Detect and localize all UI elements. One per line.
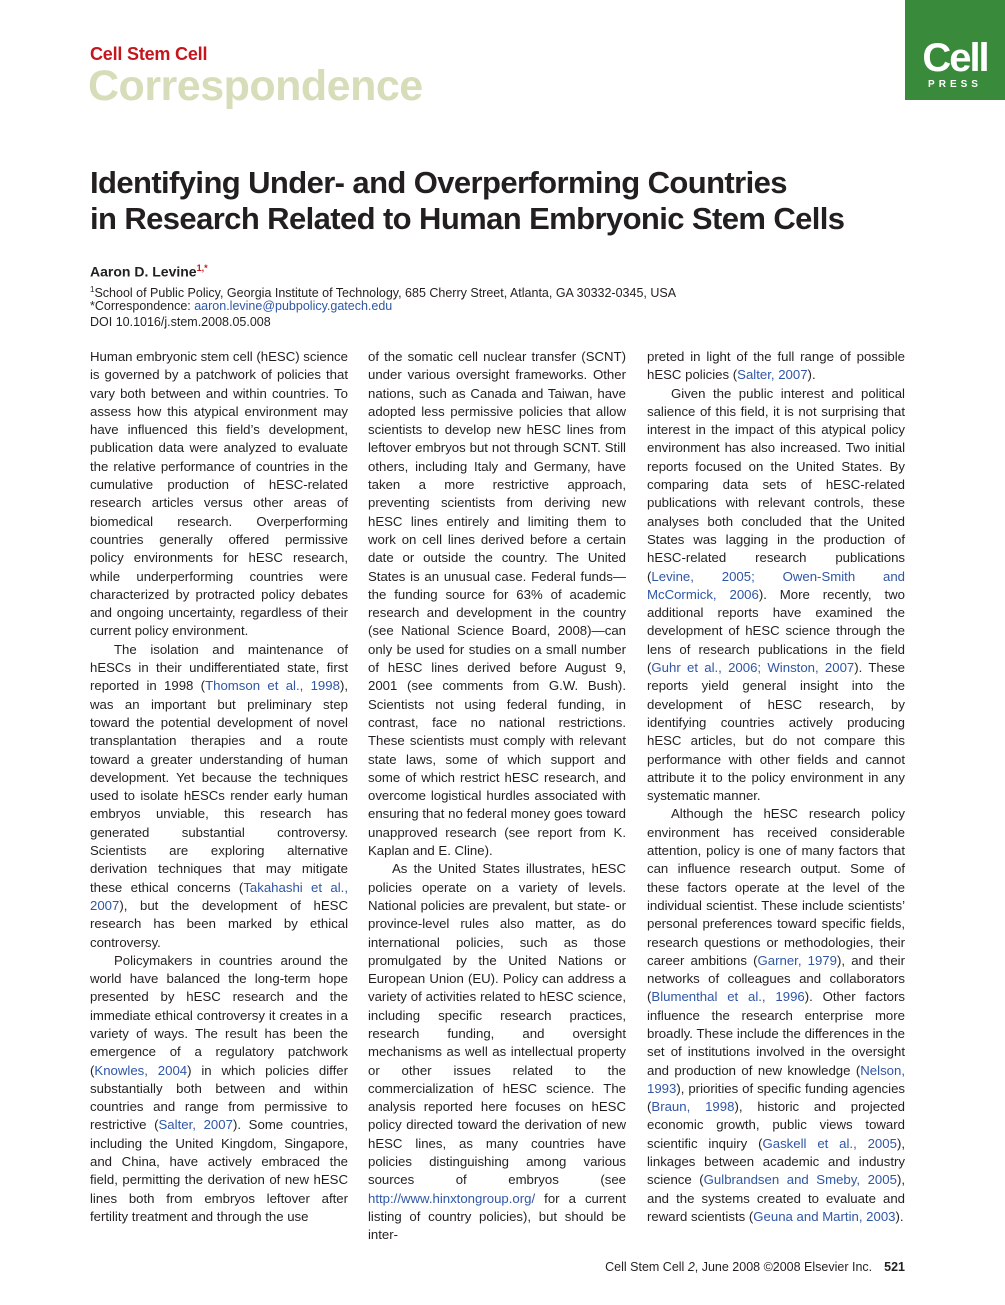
- text-run: The isolation and maintenance of hESCs in their undifferentiated state, first reported in 1998 (: [90, 641, 348, 694]
- ref-link[interactable]: Takahashi et al., 2007: [90, 879, 348, 913]
- correspondence-label: *Correspondence:: [90, 299, 195, 313]
- affiliation-sup: 1: [90, 285, 95, 294]
- ref-link[interactable]: Garner, 1979: [757, 952, 837, 968]
- author-sup: 1,*: [196, 263, 208, 273]
- email-link[interactable]: aaron.levine@pubpolicy.gatech.edu: [194, 299, 393, 313]
- journal-name: Cell Stem Cell: [90, 44, 208, 64]
- text-run: ) in which policies differ substantially both between and within countries and range from permissive to restrictive (: [90, 1062, 348, 1133]
- footer-journal: Cell Stem Cell: [605, 1260, 685, 1274]
- c3-paragraph-1: [647, 348, 905, 385]
- text-run: As the United States illustrates, hESC policies operate on a variety of levels. National policies are prevalent, but state- or province-level rules also matter, as do international policies, such as those promulgated by the United Nations or European Union (EU). Policy can address a variety of activities related to hESC science, including specific research practices, research funding, and oversight mechanisms as well as intellectual property or other issues related to the commercialization of hESC science. The analysis reported here focuses on hESC policy directed toward the derivation of new hESC lines, as many countries have policies distinguishing among various sources of embryos (see: [368, 861, 626, 1188]
- ref-link[interactable]: Thomson et al., 1998: [205, 678, 340, 694]
- ref-link[interactable]: Nelson, 1993: [647, 1062, 905, 1096]
- correspondence: [90, 298, 392, 314]
- text-run: Policymakers in countries around the world have balanced the long-term hope presented by hESC research and the immediate ethical controversy it creates in a variety of ways. The result has been the emergence of a regulatory patchwork (: [90, 952, 348, 1078]
- c3-paragraph-3: [647, 805, 905, 1226]
- logo-press: PRESS: [928, 79, 982, 90]
- title-line-2: in Research Related to Human Embryonic Stem Cells: [90, 201, 845, 236]
- c2-paragraph-2: [368, 860, 626, 1244]
- logo-word: Cell: [922, 36, 988, 80]
- text-run: for a current listing of country policies), but should be inter-: [368, 1190, 626, 1243]
- text-run: ). Some countries, including the United Kingdom, Singapore, and China, have actively embraced the field, permitting the derivation of new hESC lines both from embryos leftover after fertility treatment and through the use: [90, 1117, 348, 1224]
- text-run: ), historic and projected economic growth, public views toward scientific inquiry (: [647, 1099, 906, 1151]
- title-line-1: Identifying Under- and Overperforming Countries: [90, 165, 787, 200]
- c1-paragraph-1: Human embryonic stem cell (hESC) science is governed by a patchwork of policies that vary both between and within countries. To assess how this atypical environment may have influenced this field’s development, publication data were analyzed to evaluate the relative performance of countries in the cumulative production of hESC-related research articles versus other areas of biomedical research. Overperforming countries generally offered permissive policy environments for hESC research, while underperforming countries were characterized by protracted policy debates and ongoing uncertainty, regardless of their current policy environment.: [90, 349, 348, 639]
- doi: DOI 10.1016/j.stem.2008.05.008: [90, 315, 271, 329]
- ref-link[interactable]: Knowles, 2004: [94, 1062, 188, 1078]
- text-run: ), but the development of hESC research has been marked by ethical controversy.: [90, 897, 348, 950]
- author-name: Aaron D. Levine: [90, 263, 197, 280]
- text-run: ). These reports yield general insight into the development of hESC research, by identifying countries actively producing hESC articles, but do not compare this performance with other fields and cannot attribute it to the policy environment in any systematic manner.: [647, 660, 905, 804]
- text-run: ).: [895, 1208, 904, 1224]
- text-run: ), and the systems created to evaluate and reward scientists (: [647, 1172, 905, 1224]
- ref-link[interactable]: Blumenthal et al., 1996: [651, 989, 805, 1005]
- ref-link[interactable]: Braun, 1998: [651, 1099, 735, 1115]
- c3-paragraph-2: [647, 385, 905, 806]
- ref-link[interactable]: Gulbrandsen and Smeby, 2005: [703, 1172, 897, 1188]
- author: [90, 263, 208, 280]
- column-1: [90, 348, 348, 1226]
- ref-link[interactable]: Gaskell et al., 2005: [762, 1135, 897, 1151]
- ref-link[interactable]: Guhr et al., 2006; Winston, 2007: [651, 660, 855, 676]
- affiliation-text: School of Public Policy, Georgia Institute of Technology, 685 Cherry Street, Atlanta, GA 30332-0345, USA: [94, 286, 677, 301]
- footer-date: , June 2008 ©2008 Elsevier Inc.: [694, 1260, 873, 1274]
- c2-paragraph-1: of the somatic cell nuclear transfer (SCNT) under various oversight frameworks. Other nations, such as Canada and Taiwan, have adopted less permissive policies that allow scientists to develop new hESC lines from leftover embryos but not through SCNT. Still others, including Italy and Germany, have taken a more restrictive approach, preventing scientists from deriving new hESC lines entirely and limiting them to work on cell lines derived before a certain date or outside the country. The United States is an unusual case. Federal funds—the funding source for 63% of academic research and development in the country (see National Science Board, 2008)—can only be used for studies on a small number of hESC lines derived before August 9, 2001 (see comments from G.W. Bush). Scientists not using federal funding, in contrast, face no national restrictions. These scientists must comply with relevant state laws, some of which support and some of which restrict hESC research, and overcome logistical hurdles associated with ensuring that no federal money goes toward unapproved research (see report from K. Kaplan and E. Cline).: [368, 349, 626, 859]
- c1-paragraph-2: [90, 641, 348, 952]
- text-run: ), and their networks of colleagues and collaborators (: [647, 952, 905, 1005]
- page-number: 521: [884, 1260, 905, 1274]
- text-run: Given the public interest and political salience of this field, it is not surprising that interest in the impact of this atypical policy environment has also increased. Two initial reports focused on the United States. By comparing data sets of hESC-related publications with relevant controls, these analyses both concluded that the United States was lagging in the production of hESC-related research publications (: [647, 385, 905, 584]
- ref-link[interactable]: Levine, 2005; Owen-Smith and McCormick, 2006: [647, 568, 905, 602]
- cell-press-logo: [905, 0, 1005, 100]
- text-run: ), was an important but preliminary step toward the potential development of novel transplantation therapies and a route toward a greater understanding of human development. Yet because the techniques used to isolate hESCs render early human embryos unviable, this research has generated substantial controversy. Scientists are exploring alternative derivation techniques that may mitigate these ethical concerns (: [90, 678, 348, 895]
- article-title: [90, 165, 950, 237]
- text-run: ), linkages between academic and industry science (: [647, 1135, 905, 1188]
- column-2: [368, 348, 626, 1245]
- text-run: Although the hESC research policy environment has received considerable attention, policy is one of many factors that can influence research output. Some of these factors operate at the level of the individual scientist. These include scientists’ personal preferences toward specific fields, research questions or methodologies, their career ambitions (: [647, 806, 905, 968]
- text-run: ). Other factors influence the research enterprise more broadly. These include the differences in the set of institutions involved in the oversight and production of new knowledge (: [647, 989, 905, 1078]
- text-run: ).: [807, 367, 816, 383]
- text-run: ). More recently, two additional reports have examined the development of hESC science through the lens of research publications in the field (: [647, 586, 905, 676]
- text-run: preted in light of the full range of possible hESC policies (: [647, 349, 905, 383]
- section-label: Correspondence: [88, 62, 423, 110]
- text-run: ), priorities of specific funding agencies (: [647, 1080, 905, 1115]
- page-footer: [560, 1260, 905, 1274]
- ref-link[interactable]: Salter, 2007: [158, 1117, 233, 1133]
- column-3: [647, 348, 905, 1226]
- ref-link[interactable]: Geuna and Martin, 2003: [753, 1208, 896, 1224]
- ref-link[interactable]: Salter, 2007: [737, 367, 808, 383]
- c1-paragraph-3: [90, 952, 348, 1226]
- url-link[interactable]: http://www.hinxtongroup.org/: [368, 1190, 536, 1206]
- footer-volume: 2: [687, 1260, 695, 1274]
